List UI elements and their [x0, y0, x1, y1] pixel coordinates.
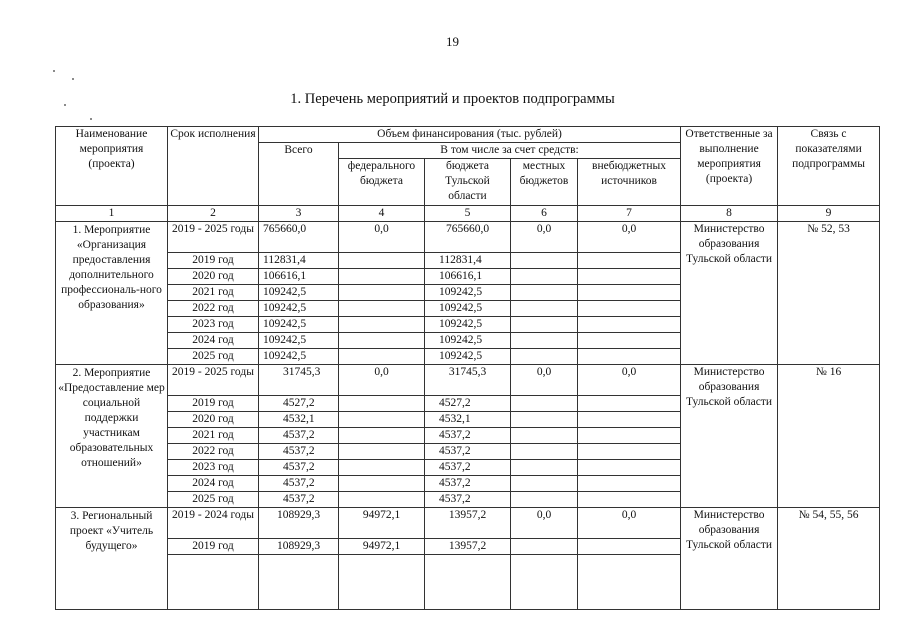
measure-name: 3. Региональный проект «Учитель будущего»	[56, 508, 168, 610]
empty-cell	[425, 555, 511, 610]
year-total: 4537,2	[259, 492, 339, 508]
measure-responsible: Министерство образования Тульской области	[681, 508, 778, 610]
year-local	[511, 476, 578, 492]
year-local	[511, 301, 578, 317]
year-total: 4537,2	[259, 460, 339, 476]
measure-period: 2019 - 2025 годы	[168, 365, 259, 396]
column-number: 3	[259, 206, 339, 222]
year-extra	[578, 301, 681, 317]
year-local	[511, 349, 578, 365]
year-total: 4527,2	[259, 396, 339, 412]
year-total: 112831,4	[259, 253, 339, 269]
year-extra	[578, 444, 681, 460]
year-total: 108929,3	[259, 539, 339, 555]
empty-cell	[578, 555, 681, 610]
measure-extra: 0,0	[578, 508, 681, 539]
year-regional: 4537,2	[425, 428, 511, 444]
year-total: 4537,2	[259, 444, 339, 460]
year-regional: 109242,5	[425, 317, 511, 333]
column-number: 9	[778, 206, 880, 222]
measure-total: 108929,3	[259, 508, 339, 539]
year-local	[511, 285, 578, 301]
measure-local: 0,0	[511, 222, 578, 253]
year-regional: 13957,2	[425, 539, 511, 555]
measure-link: № 16	[778, 365, 880, 508]
year-federal	[339, 396, 425, 412]
measure-link: № 52, 53	[778, 222, 880, 365]
year-label: 2024 год	[168, 333, 259, 349]
year-extra	[578, 492, 681, 508]
year-federal: 94972,1	[339, 539, 425, 555]
year-extra	[578, 333, 681, 349]
measure-responsible: Министерство образования Тульской области	[681, 365, 778, 508]
year-label: 2022 год	[168, 301, 259, 317]
year-total: 109242,5	[259, 333, 339, 349]
page-number: 19	[446, 34, 459, 49]
year-regional: 109242,5	[425, 301, 511, 317]
year-local	[511, 317, 578, 333]
year-federal	[339, 492, 425, 508]
header-period: Срок исполнения	[168, 127, 259, 206]
measure-extra: 0,0	[578, 222, 681, 253]
year-federal	[339, 444, 425, 460]
measure-period: 2019 - 2024 годы	[168, 508, 259, 539]
year-federal	[339, 301, 425, 317]
year-extra	[578, 317, 681, 333]
column-number: 8	[681, 206, 778, 222]
year-local	[511, 396, 578, 412]
year-federal	[339, 476, 425, 492]
year-label: 2024 год	[168, 476, 259, 492]
year-local	[511, 253, 578, 269]
year-local	[511, 539, 578, 555]
year-label: 2025 год	[168, 492, 259, 508]
header-local: местных бюджетов	[511, 159, 578, 206]
year-extra	[578, 396, 681, 412]
year-extra	[578, 285, 681, 301]
year-total: 109242,5	[259, 301, 339, 317]
year-regional: 4537,2	[425, 476, 511, 492]
measure-total: 765660,0	[259, 222, 339, 253]
year-federal	[339, 349, 425, 365]
year-total: 109242,5	[259, 317, 339, 333]
measure-local: 0,0	[511, 365, 578, 396]
measure-name: 1. Мероприятие «Организация предоставления дополнительного профессиональ-ного образования»	[56, 222, 168, 365]
measure-federal: 94972,1	[339, 508, 425, 539]
year-regional: 109242,5	[425, 285, 511, 301]
column-number: 7	[578, 206, 681, 222]
measures-table	[55, 126, 880, 610]
empty-cell	[168, 555, 259, 610]
year-local	[511, 412, 578, 428]
year-extra	[578, 349, 681, 365]
column-number: 1	[56, 206, 168, 222]
empty-cell	[259, 555, 339, 610]
column-number: 4	[339, 206, 425, 222]
year-total: 4532,1	[259, 412, 339, 428]
year-regional: 109242,5	[425, 349, 511, 365]
year-label: 2023 год	[168, 460, 259, 476]
year-total: 109242,5	[259, 285, 339, 301]
year-label: 2021 год	[168, 285, 259, 301]
header-regional: бюджета Тульской области	[425, 159, 511, 206]
year-federal	[339, 333, 425, 349]
scan-speck	[90, 118, 92, 120]
year-local	[511, 428, 578, 444]
year-local	[511, 269, 578, 285]
measure-period: 2019 - 2025 годы	[168, 222, 259, 253]
year-local	[511, 460, 578, 476]
year-local	[511, 333, 578, 349]
header-funding: Объем финансирования (тыс. рублей)	[259, 127, 681, 143]
year-label: 2019 год	[168, 396, 259, 412]
year-regional: 112831,4	[425, 253, 511, 269]
year-federal	[339, 269, 425, 285]
year-label: 2021 год	[168, 428, 259, 444]
year-regional: 4527,2	[425, 396, 511, 412]
header-name: Наименование мероприятия (проекта)	[56, 127, 168, 206]
year-extra	[578, 269, 681, 285]
year-label: 2020 год	[168, 269, 259, 285]
header-federal: федерального бюджета	[339, 159, 425, 206]
year-regional: 4537,2	[425, 460, 511, 476]
year-label: 2020 год	[168, 412, 259, 428]
year-extra	[578, 253, 681, 269]
year-total: 106616,1	[259, 269, 339, 285]
year-label: 2022 год	[168, 444, 259, 460]
measure-total: 31745,3	[259, 365, 339, 396]
year-federal	[339, 285, 425, 301]
year-extra	[578, 539, 681, 555]
header-responsible: Ответственные за выполнение мероприятия (проекта)	[681, 127, 778, 206]
year-local	[511, 444, 578, 460]
year-label: 2019 год	[168, 539, 259, 555]
header-total: Всего	[259, 143, 339, 206]
measure-responsible: Министерство образования Тульской области	[681, 222, 778, 365]
year-label: 2025 год	[168, 349, 259, 365]
year-regional: 4537,2	[425, 492, 511, 508]
year-federal	[339, 317, 425, 333]
year-federal	[339, 460, 425, 476]
document-title: 1. Перечень мероприятий и проектов подпрограммы	[290, 91, 615, 107]
header-extra: внебюджетных источников	[578, 159, 681, 206]
scan-speck	[53, 70, 55, 72]
year-label: 2019 год	[168, 253, 259, 269]
year-extra	[578, 412, 681, 428]
year-federal	[339, 428, 425, 444]
measure-regional: 13957,2	[425, 508, 511, 539]
year-regional: 109242,5	[425, 333, 511, 349]
year-federal	[339, 412, 425, 428]
year-extra	[578, 476, 681, 492]
empty-cell	[339, 555, 425, 610]
column-number: 6	[511, 206, 578, 222]
measure-federal: 0,0	[339, 365, 425, 396]
header-link: Связь с показателями подпрограммы	[778, 127, 880, 206]
scan-speck	[72, 78, 74, 80]
year-local	[511, 492, 578, 508]
measure-link: № 54, 55, 56	[778, 508, 880, 610]
empty-cell	[511, 555, 578, 610]
year-regional: 4532,1	[425, 412, 511, 428]
column-number: 2	[168, 206, 259, 222]
year-extra	[578, 460, 681, 476]
year-total: 4537,2	[259, 476, 339, 492]
year-regional: 4537,2	[425, 444, 511, 460]
measure-name: 2. Мероприятие «Предоставление мер социальной поддержки участникам образовательных отношений»	[56, 365, 168, 508]
year-federal	[339, 253, 425, 269]
year-total: 4537,2	[259, 428, 339, 444]
measure-regional: 31745,3	[425, 365, 511, 396]
year-extra	[578, 428, 681, 444]
measure-local: 0,0	[511, 508, 578, 539]
column-number: 5	[425, 206, 511, 222]
year-total: 109242,5	[259, 349, 339, 365]
year-regional: 106616,1	[425, 269, 511, 285]
measure-extra: 0,0	[578, 365, 681, 396]
measure-regional: 765660,0	[425, 222, 511, 253]
measure-federal: 0,0	[339, 222, 425, 253]
header-including: В том числе за счет средств:	[339, 143, 681, 159]
year-label: 2023 год	[168, 317, 259, 333]
